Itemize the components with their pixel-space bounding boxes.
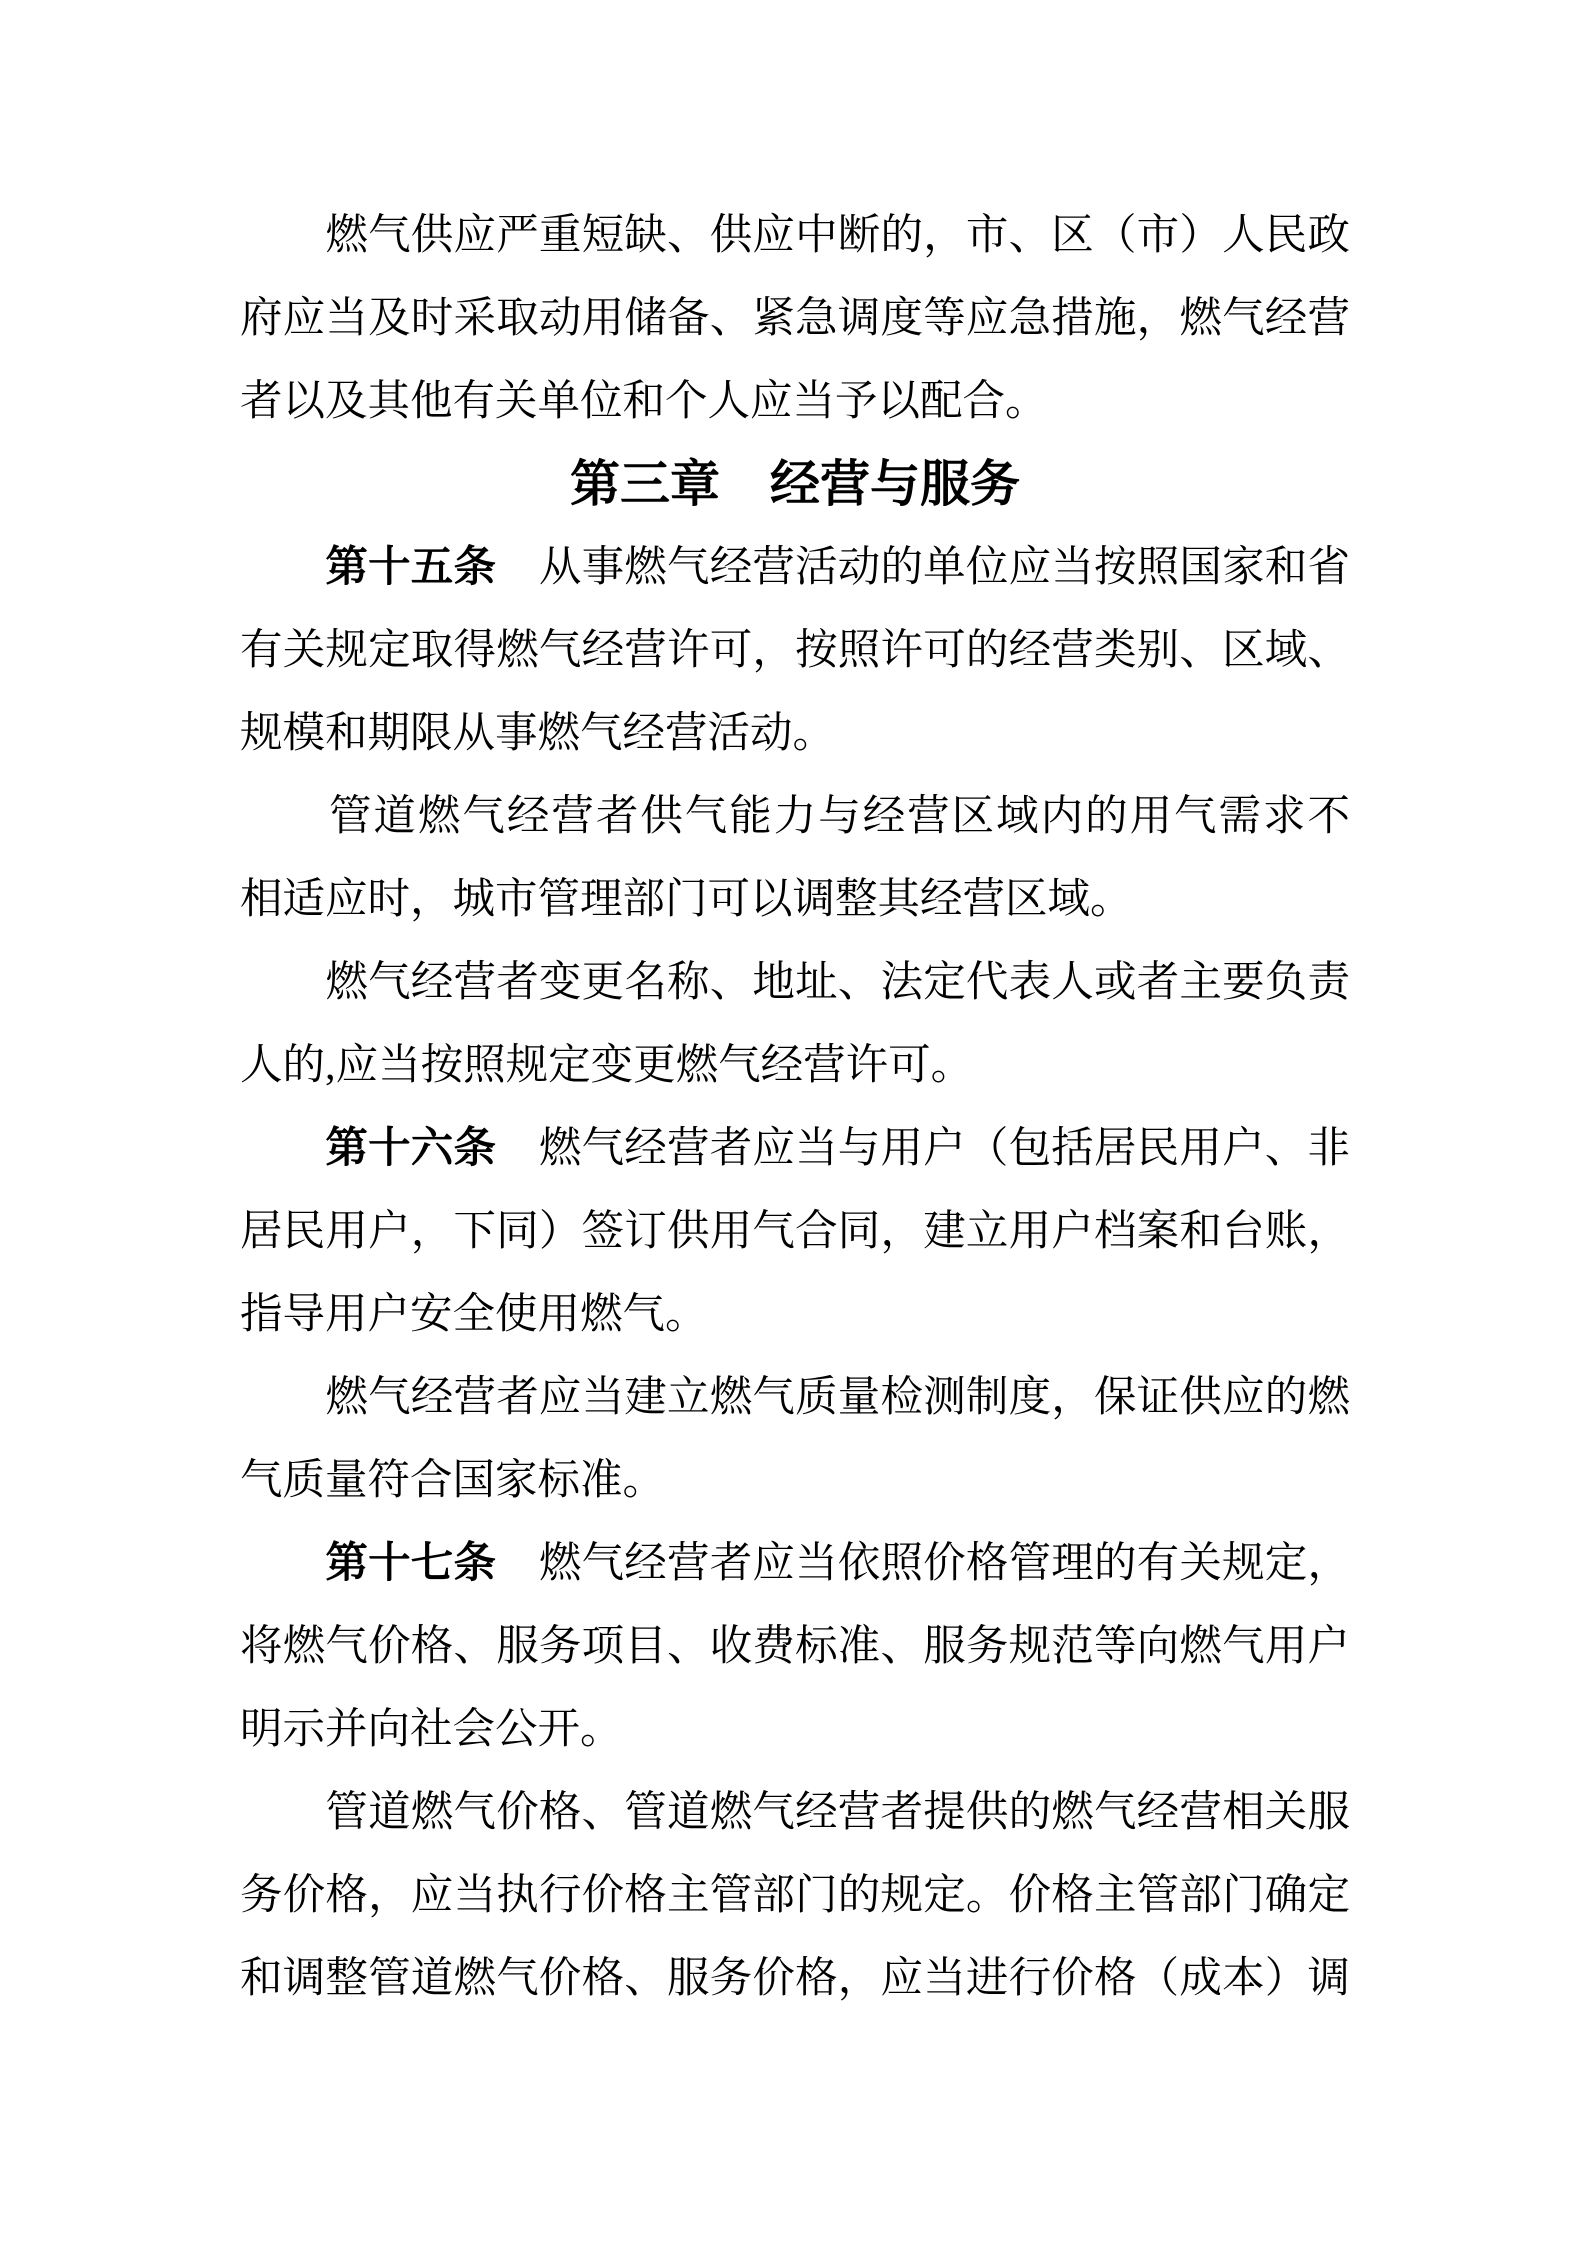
text-segment [240, 1540, 325, 1587]
text-line [240, 609, 1350, 692]
text-segment: 者以及其他有关单位和个人应当予以配合。 [240, 378, 1048, 425]
text-line [240, 1771, 1350, 1854]
text-line [240, 1024, 1350, 1107]
text-segment: 相适应时，城市管理部门可以调整其经营区域。 [240, 876, 1133, 923]
text-line [240, 526, 1350, 609]
document-body [240, 194, 1350, 2020]
text-line [240, 1190, 1350, 1273]
text-line [240, 775, 1350, 858]
text-segment: 人的,应当按照规定变更燃气经营许可。 [240, 1042, 974, 1089]
text-segment [240, 544, 325, 591]
text-segment: 燃气供应严重短缺、供应中断的，市、区（市）人民政 [240, 212, 1350, 259]
text-line [240, 692, 1350, 775]
text-line [240, 194, 1350, 277]
text-line [240, 1854, 1350, 1937]
text-segment: 燃气经营者应当建立燃气质量检测制度，保证供应的燃 [240, 1374, 1350, 1421]
bold-text-segment: 第三章 经营与服务 [570, 456, 1020, 512]
text-line [240, 1688, 1350, 1771]
text-segment: 燃气经营者变更名称、地址、法定代表人或者主要负责 [240, 959, 1350, 1006]
text-segment: 燃气经营者应当与用户（包括居民用户、非 [496, 1125, 1350, 1172]
text-line [240, 1937, 1350, 2020]
text-line [240, 277, 1350, 360]
text-segment: 规模和期限从事燃气经营活动。 [240, 710, 836, 757]
text-segment: 有关规定取得燃气经营许可，按照许可的经营类别、区域、 [240, 627, 1350, 674]
text-line [240, 1273, 1350, 1356]
text-segment: 明示并向社会公开。 [240, 1706, 623, 1753]
bold-text-segment: 第十六条 [325, 1125, 497, 1172]
bold-text-segment: 第十七条 [325, 1540, 497, 1587]
text-segment: 管道燃气经营者供气能力与经营区域内的用气需求不 [240, 793, 1350, 840]
text-line [240, 1605, 1350, 1688]
text-line [240, 941, 1350, 1024]
text-segment: 务价格，应当执行价格主管部门的规定。价格主管部门确定 [240, 1872, 1350, 1919]
text-segment: 管道燃气价格、管道燃气经营者提供的燃气经营相关服 [240, 1789, 1350, 1836]
text-segment: 和调整管道燃气价格、服务价格，应当进行价格（成本）调 [240, 1955, 1350, 2002]
text-segment: 指导用户安全使用燃气。 [240, 1291, 708, 1338]
text-line [240, 1439, 1350, 1522]
text-segment: 将燃气价格、服务项目、收费标准、服务规范等向燃气用户 [240, 1623, 1350, 1670]
chapter-heading [240, 443, 1350, 526]
text-segment: 居民用户，下同）签订供用气合同，建立用户档案和台账， [240, 1208, 1350, 1255]
text-line [240, 1356, 1350, 1439]
text-line [240, 360, 1350, 443]
text-line [240, 1107, 1350, 1190]
text-line [240, 858, 1350, 941]
text-segment: 气质量符合国家标准。 [240, 1457, 666, 1504]
text-segment [240, 1125, 325, 1172]
bold-text-segment: 第十五条 [325, 544, 497, 591]
text-segment: 从事燃气经营活动的单位应当按照国家和省 [496, 544, 1350, 591]
text-segment: 燃气经营者应当依照价格管理的有关规定， [496, 1540, 1350, 1587]
text-line [240, 1522, 1350, 1605]
text-segment: 府应当及时采取动用储备、紧急调度等应急措施，燃气经营 [240, 295, 1350, 342]
